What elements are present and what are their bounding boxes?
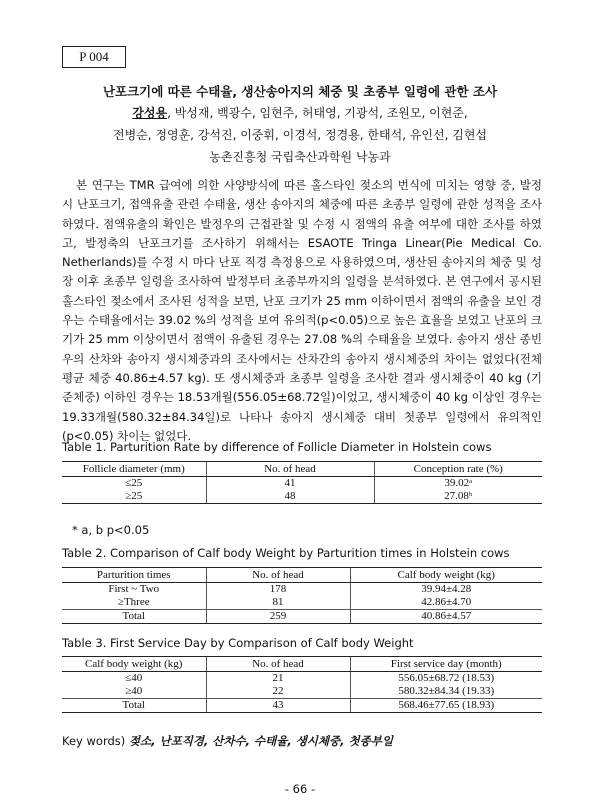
table-header-cell: No. of head	[206, 462, 374, 477]
table-cell: 22	[206, 685, 350, 699]
table-cell: 178	[206, 583, 350, 597]
table-cell: ≤40	[125, 672, 143, 684]
table-cell: 568.46±77.65 (18.93)	[350, 699, 542, 713]
table-cell: 40.86±4.57	[350, 610, 542, 624]
table-header-row	[62, 462, 542, 477]
table-cell: 556.05±68.72 (18.53)	[350, 672, 542, 686]
authors-line-2: 전병순, 정영훈, 강석진, 이중휘, 이경석, 정경용, 한태석, 유인선, 김현섭	[112, 128, 488, 142]
table-2-caption: Table 2. Comparison of Calf body Weight by Parturition times in Holstein cows	[62, 546, 510, 560]
table-1-significance-note: * a, b p<0.05	[72, 523, 150, 537]
table-cell: ≥Three	[117, 596, 150, 608]
table-header-cell: No. of head	[206, 568, 350, 583]
table-row	[62, 672, 542, 686]
table-header-cell: Parturition times	[62, 568, 206, 583]
table-header-cell: Conception rate (%)	[374, 462, 542, 477]
abstract-code-box: P 004	[62, 46, 126, 68]
table-cell: Total	[62, 699, 206, 713]
table-row	[62, 685, 542, 699]
table-cell: 580.32±84.34 (19.33)	[350, 685, 542, 699]
table-header-row	[62, 568, 542, 583]
table-row	[62, 699, 542, 713]
abstract-body	[62, 176, 542, 446]
keywords-values: 젖소, 난포직경, 산차수, 수태율, 생시체중, 첫종부일	[128, 734, 393, 748]
table-cell: 27.08ᵇ	[374, 490, 542, 504]
presenting-author: 강성용	[132, 106, 168, 120]
table-header-cell: Follicle diameter (mm)	[62, 462, 206, 477]
table-cell: 81	[206, 596, 350, 610]
table-1-caption: Table 1. Parturition Rate by difference of Follicle Diameter in Holstein cows	[62, 440, 492, 454]
table-cell: ≥40	[125, 685, 143, 697]
table-cell: 21	[206, 672, 350, 686]
table-header-row	[62, 657, 542, 672]
table-cell: 39.02ᵃ	[374, 477, 542, 491]
table-cell: 43	[206, 699, 350, 713]
table-row	[62, 583, 542, 597]
table-3-caption: Table 3. First Service Day by Comparison of Calf body Weight	[62, 636, 414, 650]
table-cell: ≥25	[62, 490, 206, 504]
keywords-label: Key words)	[62, 734, 126, 748]
table-cell: 41	[206, 477, 374, 491]
table-cell: 42.86±4.70	[350, 596, 542, 610]
table-row	[62, 490, 542, 504]
table-row	[62, 596, 542, 610]
table-cell: 259	[206, 610, 350, 624]
paper-title: 난포크기에 따른 수태율, 생산송아지의 체중 및 초종부 일령에 관한 조사	[102, 84, 498, 99]
table-cell: ≤25	[125, 477, 143, 489]
keywords	[62, 733, 393, 749]
affiliation: 농촌진흥청 국립축산과학원 낙농과	[209, 150, 391, 164]
table-2	[62, 567, 542, 624]
table-header-cell: Calf body weight (kg)	[350, 568, 542, 583]
table-1	[62, 461, 542, 504]
table-cell: Total	[62, 610, 206, 624]
table-header-cell: First service day (month)	[350, 657, 542, 672]
table-3	[62, 656, 542, 713]
coauthors-line-1: , 박성재, 백광수, 임현주, 허태영, 기광석, 조원모, 이현준,	[167, 106, 468, 120]
table-cell: 39.94±4.28	[350, 583, 542, 597]
table-row	[62, 477, 542, 491]
authors-line-1	[0, 104, 600, 121]
table-cell: 48	[206, 490, 374, 504]
table-header-cell: Calf body weight (kg)	[62, 657, 206, 672]
page-number: - 66 -	[284, 782, 316, 796]
table-row	[62, 610, 542, 624]
abstract-paragraph: 본 연구는 TMR 급여에 의한 사양방식에 따른 홀스타인 젖소의 번식에 미치는 영향 중, 발정 시 난포크기, 접액유출 관련 수태율, 생산 송아지의 체중에 따른 초종부 일령에 관한 성적을 조사하였다. 점액유출의 확인은 발정우의 근접관찰 및 수정 시 점액의 유출 여부에 대한 조사를 하였고, 발정축의 난포크기를 조사하기 위해서는 ESAOTE Tringa Linear(Pie Medical Co. Netherlands)를 수정 시 마다 난포 직경 측정용으로 사용하였으며, 생산된 송아지의 체중 및 성장 이후 초종부 일령을 조사하여 발정부터 초종부까지의 일령을 분석하였다. 본 연구에서 공시된 홀스타인 젖소에서 조사된 성적을 보면, 난포 크기가 25 mm 이하이면서 점액의 유출을 보인 경우는 수태율에서는 39.02 %의 성적을 보여 유의적(p<0.05)으로 높은 효율을 보였고 난포의 크기가 25 mm 이상이면서 점액이 유출된 경우는 27.08 %의 수태율을 보였다. 송아지 생산 종빈우의 산차와 송아지 생시체중과의 조사에서는 산차간의 송아지 생시체중의 차이는 없었다(전체평균 체중 40.86±4.57 kg). 또 생시체중과 초종부 일령을 조사한 결과 생시체중이 40 kg (기준체중) 이하인 경우는 18.53개월(556.05±68.72일)이었고, 생시체중이 40 kg 이상인 경우는 19.33개월(580.32±84.34일)로 나타나 송아지 생시체중 대비 첫종부 일령에서 유의적인(p<0.05) 차이는 없었다.	[62, 178, 542, 443]
table-header-cell: No. of head	[206, 657, 350, 672]
table-cell: First ~ Two	[108, 583, 160, 595]
